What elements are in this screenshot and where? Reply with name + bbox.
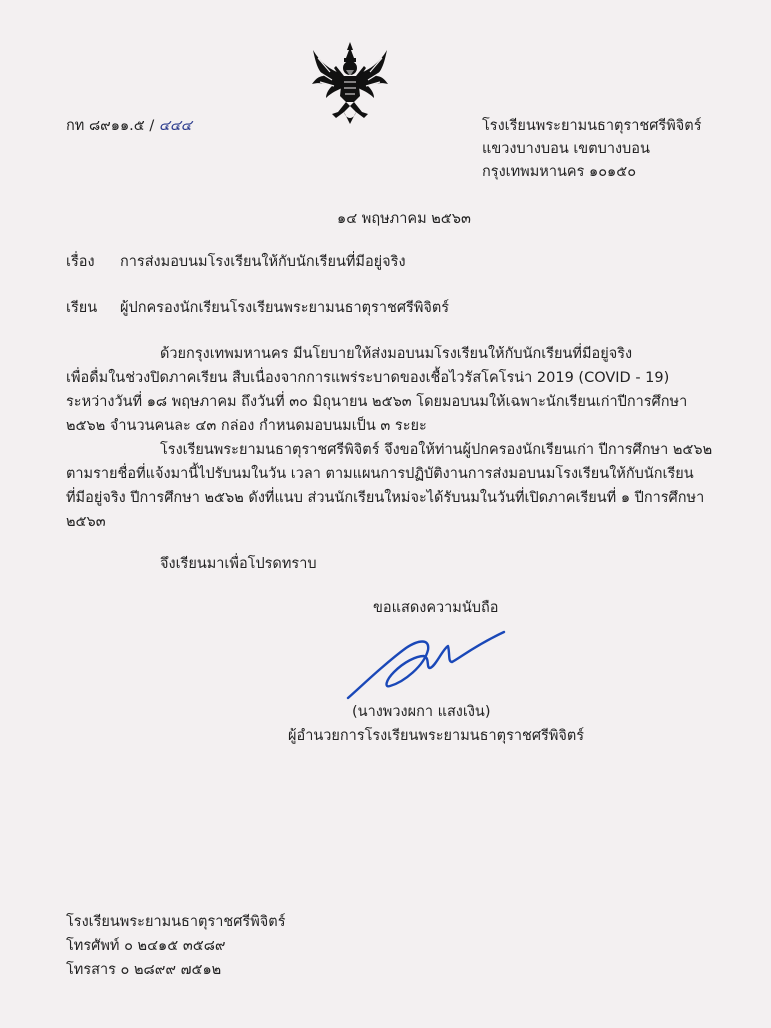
paragraph-1-line-2: เพื่อดื่มในช่วงปิดภาคเรียน สืบเนื่องจากการแพร่ระบาดของเชื้อไวรัสโคโรน่า 2019 (COVID - 19) <box>66 370 670 386</box>
sender-line-2: แขวงบางบอน เขตบางบอน <box>482 141 650 157</box>
paragraph-1-line-3: ระหว่างวันที่ ๑๘ พฤษภาคม ถึงวันที่ ๓๐ มิถุนายน ๒๕๖๓ โดยมอบนมให้เฉพาะนักเรียนเก่าปีการศึกษา <box>66 394 688 410</box>
handwritten-signature <box>344 628 508 704</box>
paragraph-2-line-1: โรงเรียนพระยามนธาตุราชศรีพิจิตร์ จึงขอให้ท่านผู้ปกครองนักเรียนเก่า ปีการศึกษา ๒๕๖๒ <box>160 442 713 458</box>
paragraph-2-line-4: ๒๕๖๓ <box>66 514 106 530</box>
paragraph-1-line-4: ๒๕๖๒ จำนวนคนละ ๔๓ กล่อง กำหนดมอบนมเป็น ๓ ระยะ <box>66 418 427 434</box>
subject-text: การส่งมอบนมโรงเรียนให้กับนักเรียนที่มีอยู่จริง <box>120 254 406 270</box>
closing-request: จึงเรียนมาเพื่อโปรดทราบ <box>160 556 317 572</box>
recipient-text: ผู้ปกครองนักเรียนโรงเรียนพระยามนธาตุราชศรีพิจิตร์ <box>120 300 450 316</box>
signatory-title: ผู้อำนวยการโรงเรียนพระยามนธาตุราชศรีพิจิตร์ <box>288 728 585 744</box>
garuda-emblem-icon <box>310 40 390 126</box>
sender-line-3: กรุงเทพมหานคร ๑๐๑๕๐ <box>482 164 637 180</box>
reference-handwritten-number: ๔๔๔ <box>158 118 192 134</box>
paragraph-1-line-1: ด้วยกรุงเทพมหานคร มีนโยบายให้ส่งมอบนมโรงเรียนให้กับนักเรียนที่มีอยู่จริง <box>160 346 633 362</box>
reference-prefix: กท ๘๙๑๑.๕ / <box>66 118 155 134</box>
closing-salutation: ขอแสดงความนับถือ <box>373 600 499 616</box>
subject-label: เรื่อง <box>66 254 95 270</box>
recipient-label: เรียน <box>66 300 98 316</box>
letter-date: ๑๔ พฤษภาคม ๒๕๖๓ <box>337 211 471 227</box>
paragraph-2-line-3: ที่มีอยู่จริง ปีการศึกษา ๒๕๖๒ ดังที่แนบ ส่วนนักเรียนใหม่จะได้รับนมในวันที่เปิดภาคเรียนที่ ๑ ปีการศึกษา <box>66 490 705 506</box>
footer-fax: โทรสาร ๐ ๒๘๙๙ ๗๕๑๒ <box>66 962 222 978</box>
reference-number <box>66 116 192 136</box>
sender-line-1: โรงเรียนพระยามนธาตุราชศรีพิจิตร์ <box>482 118 702 134</box>
paragraph-2-line-2: ตามรายชื่อที่แจ้งมานี้ไปรับนมในวัน เวลา ตามแผนการปฏิบัติงานการส่งมอบนมโรงเรียนให้กับนักเรียน <box>66 466 694 482</box>
footer-school-name: โรงเรียนพระยามนธาตุราชศรีพิจิตร์ <box>66 914 286 930</box>
footer-phone: โทรศัพท์ ๐ ๒๔๑๕ ๓๕๘๙ <box>66 938 226 954</box>
signatory-name: (นางพวงผกา แสงเงิน) <box>352 704 491 720</box>
